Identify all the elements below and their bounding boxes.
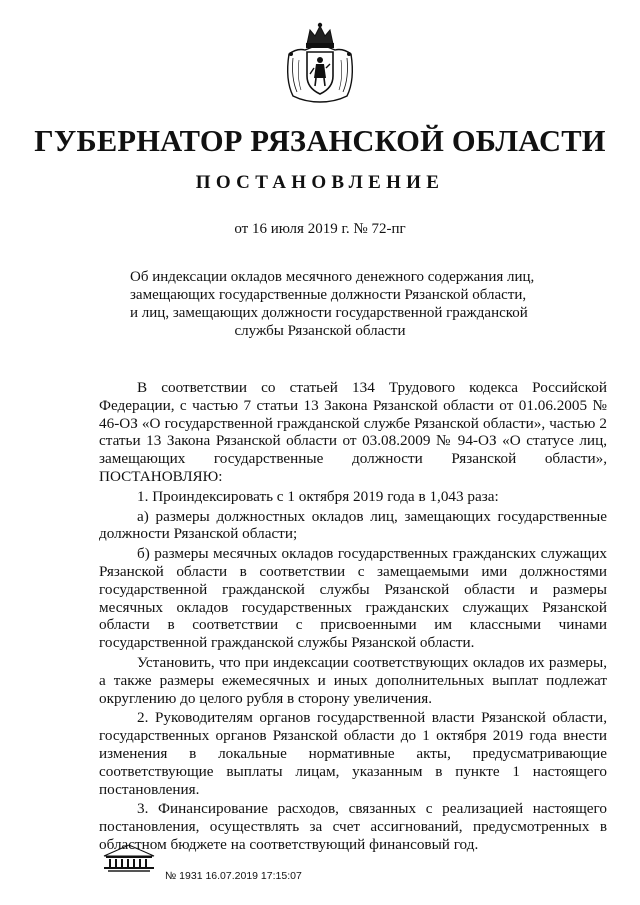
body-paragraph-rounding: Установить, что при индексации соответствующих окладов их размеры, а также размеры ежемесячных и иных дополнительных выплат подлежат округлению до целого рубля в сторону увеличения.	[99, 653, 607, 707]
body-paragraph-item-1: 1. Проиндексировать с 1 октября 2019 года в 1,043 раза:	[137, 487, 499, 505]
subject-line: Об индексации окладов месячного денежного содержания лиц,	[130, 269, 535, 285]
subject-line: замещающих государственные должности Рязанской области,	[130, 287, 527, 303]
body-paragraph-item-1a: а) размеры должностных окладов лиц, замещающих государственные должности Рязанской области;	[99, 507, 607, 543]
document-date-number: от 16 июля 2019 г. № 72-пг	[234, 221, 406, 237]
body-paragraph-item-1b: б) размеры месячных окладов государственных гражданских служащих Рязанской области в соответствии с замещаемыми ими должностями государственной гражданской службы Рязанской области и размеры месячных окладов государственных гражданских служащих Рязанской области в соответствии с присвоенными им классными чинами государственной гражданской службы Рязанской области.	[99, 545, 607, 652]
body-paragraph-preamble: В соответствии со статьей 134 Трудового кодекса Российской Федерации, с частью 7 статьи 13 Закона Рязанской области от 01.06.2005 № 46-ОЗ «О государственной гражданской службе Рязанской области», частью 2 статьи 13 Закона Рязанской области от 03.08.2009 № 94-ОЗ «О статусе лиц, замещающих государственные должности Рязанской области», ПОСТАНОВЛЯЮ:	[99, 379, 607, 485]
organization-title: ГУБЕРНАТОР РЯЗАНСКОЙ ОБЛАСТИ	[34, 124, 606, 158]
body-paragraph-item-2: 2. Руководителям органов государственной власти Рязанской области, государственных органов Рязанской области до 1 октября 2019 года внести изменения в локальные нормативные акты, предусматривающие соответствующие выплаты лицам, указанным в пункте 1 настоящего постановления.	[99, 709, 607, 798]
subject-line: и лиц, замещающих должности государственной гражданской	[130, 305, 528, 321]
ryazan-coat-of-arms-icon	[283, 20, 357, 104]
document-body	[99, 379, 607, 856]
subject-line: службы Рязанской области	[234, 323, 406, 339]
body-paragraph-item-3: 3. Финансирование расходов, связанных с реализацией настоящего постановления, осуществлять за счет ассигнований, предусмотренных в областном бюджете на соответствующий финансовый год.	[99, 800, 607, 853]
government-building-stamp-icon	[100, 842, 158, 874]
registration-number: № 1931 16.07.2019 17:15:07	[165, 870, 302, 882]
document-type-title: ПОСТАНОВЛЕНИЕ	[195, 172, 445, 193]
document-subject	[130, 268, 535, 340]
